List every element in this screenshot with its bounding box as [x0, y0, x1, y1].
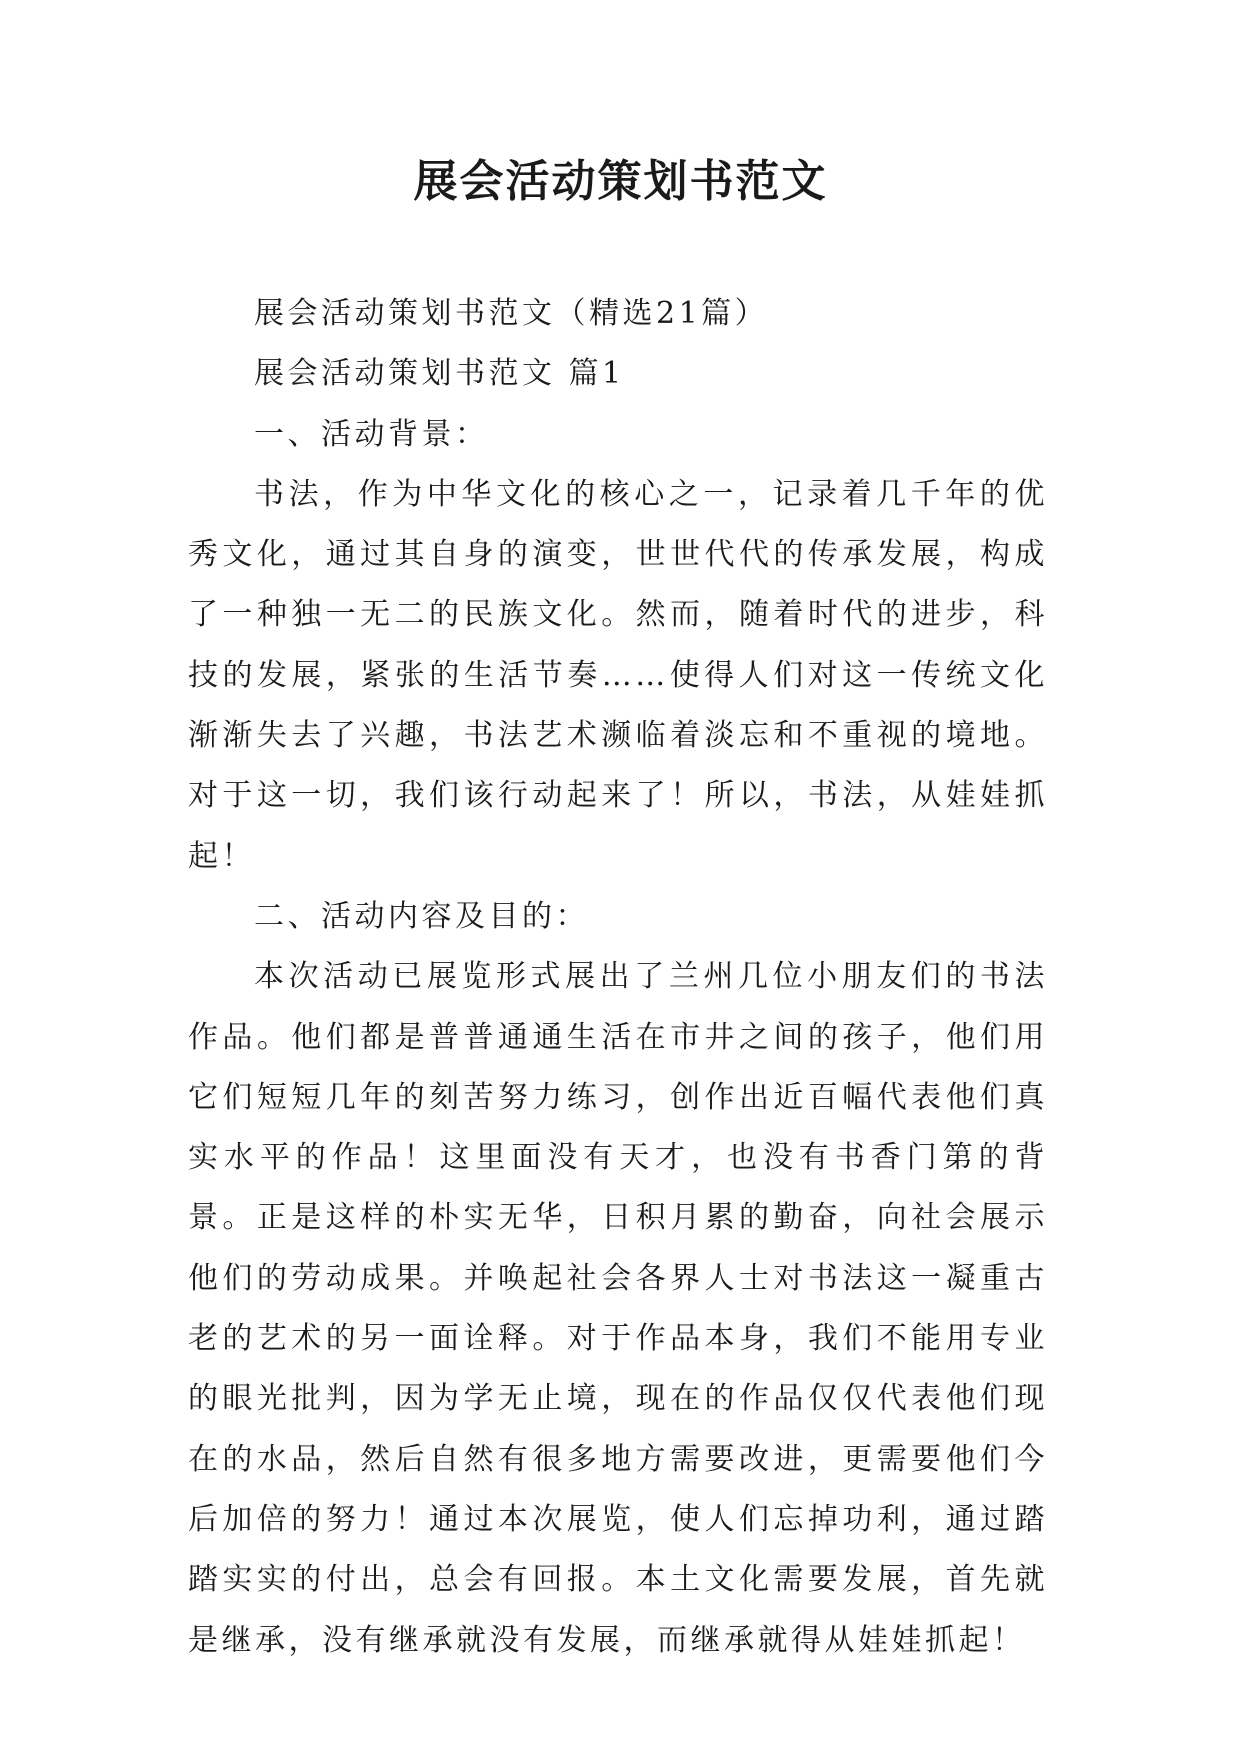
- content-paragraph: 本次活动已展览形式展出了兰州几位小朋友们的书法作品。他们都是普普通通生活在市井之间的孩子，他们用它们短短几年的刻苦努力练习，创作出近百幅代表他们真实水平的作品！这里面没有天才，也没有书香门第的背景。正是这样的朴实无华，日积月累的勤奋，向社会展示他们的劳动成果。并唤起社会各界人士对书法这一凝重古老的艺术的另一面诠释。对于作品本身，我们不能用专业的眼光批判，因为学无止境，现在的作品仅仅代表他们现在的水品，然后自然有很多地方需要改进，更需要他们今后加倍的努力！通过本次展览，使人们忘掉功利，通过踏踏实实的付出，总会有回报。本土文化需要发展，首先就是继承，没有继承就没有发展，而继承就得从娃娃抓起！: [188, 959, 1048, 1658]
- article-heading: 展会活动策划书范文 篇1: [254, 356, 625, 392]
- document-body: [188, 284, 1048, 1671]
- section-heading-content: 二、活动内容及目的：: [254, 898, 589, 934]
- document-title: 展会活动策划书范文: [413, 156, 828, 207]
- section-heading-background: 一、活动背景：: [254, 416, 489, 452]
- background-paragraph: 书法，作为中华文化的核心之一，记录着几千年的优秀文化，通过其自身的演变，世世代代的传承发展，构成了一种独一无二的民族文化。然而，随着时代的进步，科技的发展，紧张的生活节奏……使得人们对这一传统文化渐渐失去了兴趣，书法艺术濒临着淡忘和不重视的境地。对于这一切，我们该行动起来了！所以，书法，从娃娃抓起！: [188, 476, 1048, 874]
- intro-paragraph: 展会活动策划书范文（精选21篇）: [254, 296, 769, 331]
